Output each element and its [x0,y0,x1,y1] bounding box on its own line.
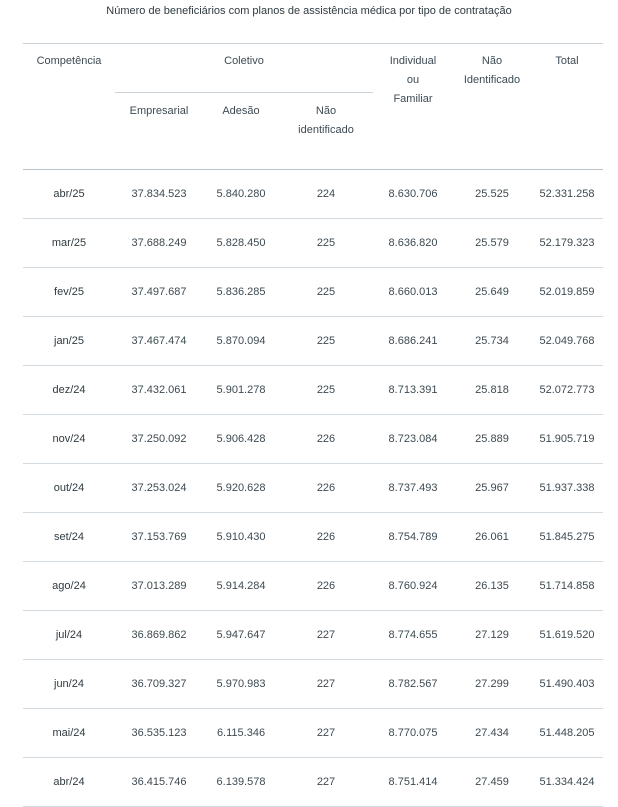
cell-adesao: 5.970.983 [203,660,279,709]
cell-nao-identificado: 227 [279,660,373,709]
cell-individual-familiar: 8.723.084 [373,415,453,464]
header-row-top [23,44,603,93]
cell-empresarial: 37.467.474 [115,317,203,366]
cell-empresarial: 36.869.862 [115,611,203,660]
cell-empresarial: 37.834.523 [115,170,203,219]
cell-nao-identificado: 225 [279,366,373,415]
cell-adesao: 5.840.280 [203,170,279,219]
cell-empresarial: 37.688.249 [115,219,203,268]
cell-nao-identificado-total: 27.299 [453,660,531,709]
cell-total: 51.937.338 [531,464,603,513]
cell-competencia: abr/25 [23,170,115,219]
header-adesao: Adesão [203,93,279,170]
cell-total: 51.448.205 [531,709,603,758]
cell-adesao: 5.901.278 [203,366,279,415]
cell-nao-identificado: 226 [279,513,373,562]
cell-adesao: 5.828.450 [203,219,279,268]
cell-empresarial: 37.432.061 [115,366,203,415]
cell-individual-familiar: 8.630.706 [373,170,453,219]
cell-nao-identificado-total: 27.434 [453,709,531,758]
cell-individual-familiar: 8.774.655 [373,611,453,660]
header-individual-line2: ou [406,74,420,86]
cell-total: 52.049.768 [531,317,603,366]
table-row [23,464,603,513]
cell-nao-identificado-total: 25.734 [453,317,531,366]
cell-individual-familiar: 8.751.414 [373,758,453,807]
header-total: Total [531,44,603,170]
cell-competencia: dez/24 [23,366,115,415]
header-nid-line2: identificado [298,124,354,136]
beneficiaries-table [23,43,603,807]
cell-competencia: nov/24 [23,415,115,464]
table-row [23,513,603,562]
header-nao-line2: Identificado [463,74,521,86]
cell-nao-identificado: 227 [279,758,373,807]
cell-competencia: set/24 [23,513,115,562]
cell-empresarial: 36.415.746 [115,758,203,807]
cell-total: 51.845.275 [531,513,603,562]
cell-nao-identificado-total: 27.129 [453,611,531,660]
header-nao-line1: Não [481,55,503,67]
cell-individual-familiar: 8.636.820 [373,219,453,268]
cell-nao-identificado: 226 [279,464,373,513]
cell-adesao: 6.115.346 [203,709,279,758]
cell-nao-identificado: 224 [279,170,373,219]
cell-nao-identificado-total: 26.061 [453,513,531,562]
header-individual-familiar [373,44,453,170]
cell-total: 51.714.858 [531,562,603,611]
cell-competencia: mai/24 [23,709,115,758]
table-row [23,219,603,268]
cell-empresarial: 37.497.687 [115,268,203,317]
table-row [23,562,603,611]
cell-competencia: jan/25 [23,317,115,366]
cell-adesao: 5.836.285 [203,268,279,317]
cell-nao-identificado: 227 [279,611,373,660]
cell-adesao: 6.139.578 [203,758,279,807]
table-row [23,170,603,219]
cell-competencia: jul/24 [23,611,115,660]
cell-adesao: 5.914.284 [203,562,279,611]
table-row [23,366,603,415]
cell-empresarial: 36.535.123 [115,709,203,758]
header-coletivo: Coletivo [115,44,373,93]
cell-nao-identificado-total: 25.579 [453,219,531,268]
cell-empresarial: 37.250.092 [115,415,203,464]
cell-individual-familiar: 8.686.241 [373,317,453,366]
cell-nao-identificado-total: 25.818 [453,366,531,415]
cell-nao-identificado: 225 [279,268,373,317]
header-individual-line3: Familiar [393,93,433,105]
header-nao-identificado [453,44,531,170]
table-row [23,660,603,709]
table-row [23,415,603,464]
cell-total: 52.179.323 [531,219,603,268]
cell-individual-familiar: 8.660.013 [373,268,453,317]
cell-total: 52.072.773 [531,366,603,415]
cell-nao-identificado-total: 25.649 [453,268,531,317]
cell-empresarial: 37.253.024 [115,464,203,513]
cell-individual-familiar: 8.737.493 [373,464,453,513]
cell-adesao: 5.906.428 [203,415,279,464]
cell-nao-identificado: 226 [279,562,373,611]
cell-total: 51.905.719 [531,415,603,464]
cell-competencia: fev/25 [23,268,115,317]
cell-competencia: mar/25 [23,219,115,268]
cell-nao-identificado-total: 25.967 [453,464,531,513]
cell-nao-identificado: 227 [279,709,373,758]
table-caption: Número de beneficiários com planos de assistência médica por tipo de contratação [106,5,512,17]
cell-adesao: 5.920.628 [203,464,279,513]
cell-individual-familiar: 8.770.075 [373,709,453,758]
cell-nao-identificado: 226 [279,415,373,464]
cell-nao-identificado-total: 25.889 [453,415,531,464]
cell-nao-identificado: 225 [279,317,373,366]
cell-competencia: out/24 [23,464,115,513]
cell-competencia: abr/24 [23,758,115,807]
cell-individual-familiar: 8.754.789 [373,513,453,562]
cell-individual-familiar: 8.713.391 [373,366,453,415]
table-row [23,268,603,317]
table-row [23,317,603,366]
cell-adesao: 5.947.647 [203,611,279,660]
cell-adesao: 5.910.430 [203,513,279,562]
header-competencia: Competência [23,44,115,170]
cell-competencia: ago/24 [23,562,115,611]
cell-individual-familiar: 8.782.567 [373,660,453,709]
cell-empresarial: 36.709.327 [115,660,203,709]
cell-total: 51.619.520 [531,611,603,660]
cell-total: 52.331.258 [531,170,603,219]
cell-nao-identificado-total: 27.459 [453,758,531,807]
header-coletivo-nao-identificado [279,93,373,170]
header-empresarial: Empresarial [115,93,203,170]
cell-total: 51.334.424 [531,758,603,807]
cell-competencia: jun/24 [23,660,115,709]
cell-total: 51.490.403 [531,660,603,709]
cell-individual-familiar: 8.760.924 [373,562,453,611]
table-row [23,709,603,758]
cell-total: 52.019.859 [531,268,603,317]
cell-nao-identificado-total: 26.135 [453,562,531,611]
cell-empresarial: 37.153.769 [115,513,203,562]
cell-adesao: 5.870.094 [203,317,279,366]
cell-nao-identificado-total: 25.525 [453,170,531,219]
cell-empresarial: 37.013.289 [115,562,203,611]
cell-nao-identificado: 225 [279,219,373,268]
table-row [23,758,603,807]
header-nid-line1: Não [315,105,337,117]
table-row [23,611,603,660]
header-individual-line1: Individual [389,55,437,67]
table-body [23,170,603,807]
